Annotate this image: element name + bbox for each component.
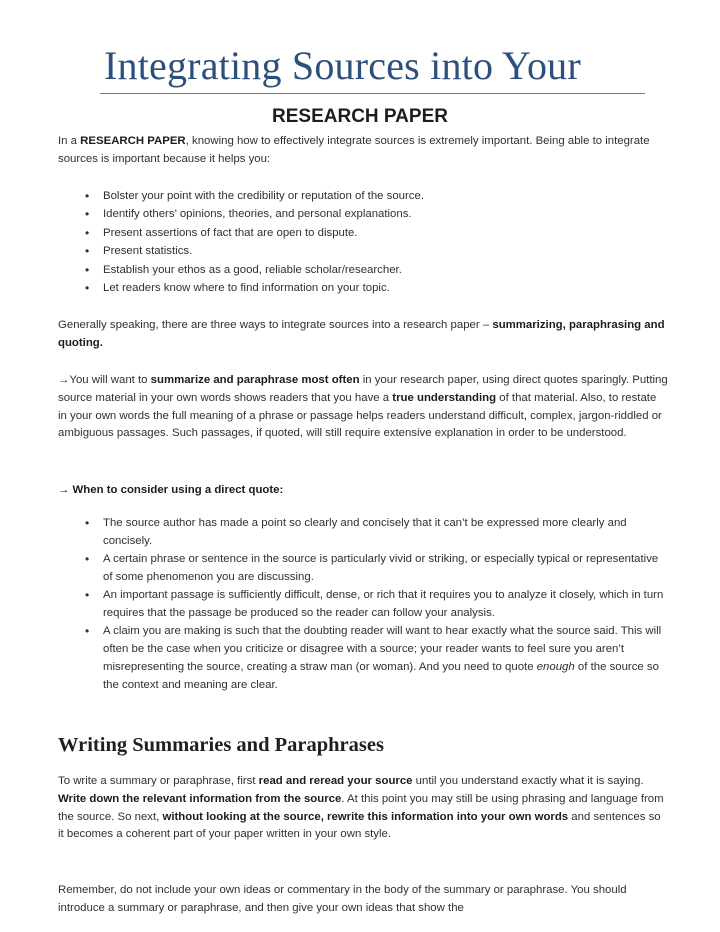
bullet-icon: • (85, 262, 90, 277)
document-title: Integrating Sources into Your (104, 43, 581, 88)
list-item: • The source author has made a point so clearly and concisely that it can’t be expressed more clearly and concisely. (85, 516, 627, 547)
arrow-icon: → (58, 374, 70, 386)
bullet-icon: • (85, 281, 90, 296)
bullet-icon: • (85, 552, 90, 566)
bullet-icon: • (85, 244, 90, 259)
list-item: • A claim you are making is such that the doubting reader will want to hear exactly what the source said. This will often be the case when you criticize or disagree with a source; your reader wants to feel sure you aren’t misrepresenting the source, creating a straw man (or woman). And you need to quote enough of the source so the context and meaning are clear. (85, 624, 662, 691)
bullet-icon: • (85, 225, 90, 240)
list-item: • Present statistics. (58, 242, 668, 260)
list-item: • Let readers know where to find information on your topic. (58, 279, 668, 297)
quote-reasons-list (58, 514, 668, 694)
intro-text-1: In a (58, 135, 81, 147)
bullet-icon: • (85, 516, 90, 530)
bullet-icon: • (85, 189, 90, 203)
bullet-icon: • (85, 588, 90, 602)
section-heading: Writing Summaries and Paraphrases (58, 734, 384, 756)
list-item: • A certain phrase or sentence in the source is particularly vivid or striking, or especially typical or representative of some phenomenon you are discussing. (85, 552, 659, 583)
list-item: • Identify others’ opinions, theories, and personal explanations. (58, 205, 668, 223)
list-item: • Establish your ethos as a good, reliable scholar/researcher. (58, 261, 668, 279)
list-item: • An important passage is sufficiently difficult, dense, or rich that it requires you to analyze it closely, which in turn requires that the passage be produced so the reader can follow your analysis. (85, 588, 664, 619)
document-subtitle: RESEARCH PAPER (272, 106, 448, 127)
title-underline (100, 93, 645, 94)
arrow-icon: → (58, 484, 70, 496)
list-item: • Bolster your point with the credibility or reputation of the source. (58, 187, 668, 205)
list-item: • Present assertions of fact that are open to dispute. (58, 224, 668, 242)
intro-bold-text: RESEARCH PAPER (80, 135, 186, 147)
three-ways-bold: summarizing, paraphrasing and quoting. (58, 319, 665, 349)
bullet-icon: • (85, 624, 90, 638)
intro-text-2: , knowing how to effectively integrate sources is extremely important. Being able to integrate sources is important because it helps you: (58, 135, 650, 165)
when-quote-heading: → When to consider using a direct quote: (58, 484, 284, 496)
remember-paragraph: Remember, do not include your own ideas or commentary in the body of the summary or paraphrase. You should introduce a summary or paraphrase, and then give your own ideas that show the (58, 884, 627, 914)
reasons-list (58, 187, 668, 297)
summarize-paragraph: →You will want to summarize and paraphrase most often in your research paper, using direct quotes sparingly. Putting source material in your own words shows readers that you have a true understanding of that material. Also, to restate in your own words the full meaning of a phrase or passage helps readers understand difficult, complex, jargon-riddled or ambiguous passages. Such passages, if quoted, will still require extensive explanation in order to be understood. (58, 374, 668, 440)
summaries-paragraph: To write a summary or paraphrase, first read and reread your source until you understand exactly what it is saying. Write down the relevant information from the source. At this point you may still be using phrasing and language from the source. So next, without looking at the source, rewrite this information into your own words and sentences so it becomes a coherent part of your paper written in your own style. (58, 775, 664, 841)
bullet-icon: • (85, 207, 90, 222)
intro-paragraph (58, 133, 668, 169)
three-ways-paragraph: Generally speaking, there are three ways to integrate sources into a research paper – summarizing, paraphrasing and quoting. (58, 319, 665, 349)
